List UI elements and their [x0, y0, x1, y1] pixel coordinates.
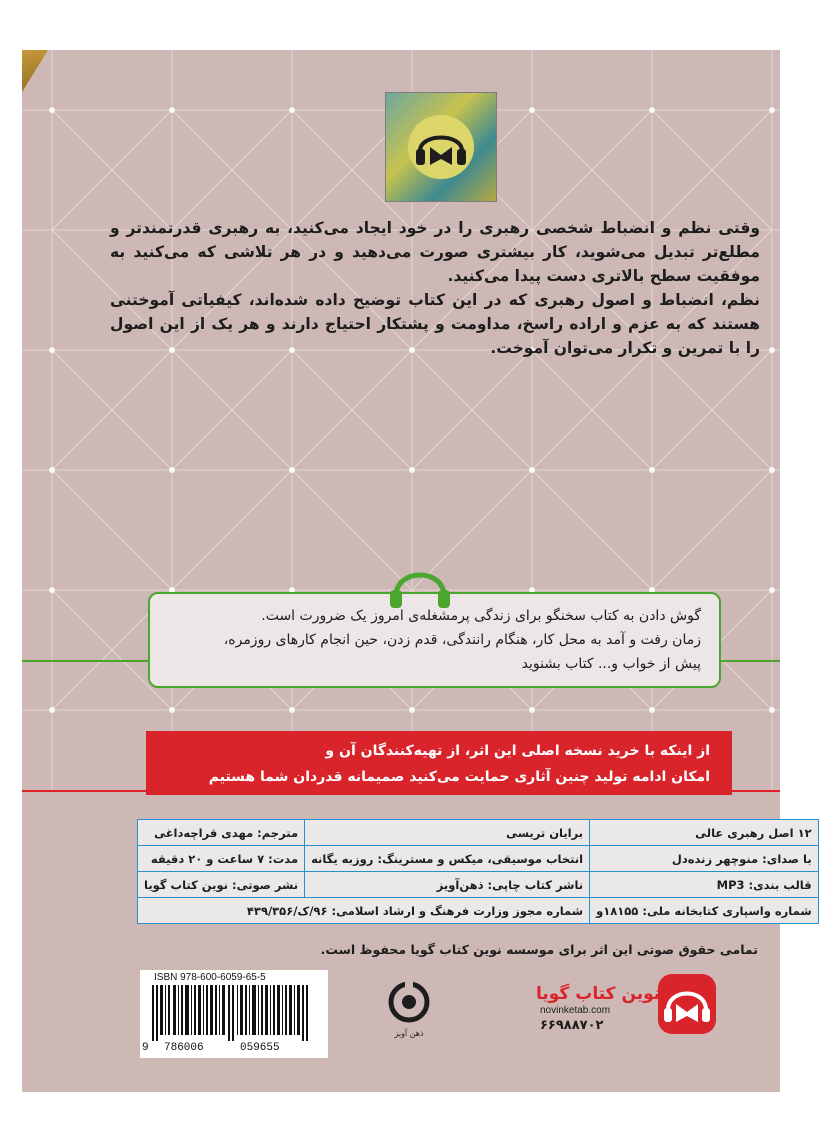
license-cell: شماره مجوز وزارت فرهنگ و ارشاد اسلامی: ۹۶/ک/۴۳۹/۳۵۶ [138, 898, 590, 924]
copyright-notice: تمامی حقوق صوتی این اثر برای موسسه نوین کتاب گویا محفوظ است. [320, 942, 758, 957]
brand-website: novinketab.com [540, 1005, 611, 1016]
isbn-number: ISBN 978-600-6059-65-5 [154, 972, 266, 983]
narrator-cell: با صدای: منوچهر زنده‌دل [590, 846, 819, 872]
barcode-icon [140, 970, 328, 1058]
table-row [138, 898, 819, 924]
publisher-logo-text: ذهن آویز [394, 1029, 424, 1038]
hologram-logo-icon [385, 92, 497, 202]
barcode-group-2: 059655 [240, 1042, 280, 1054]
description-paragraph-1: وقتی نظم و انضباط شخصی رهبری را در خود ایجاد می‌کنید، به رهبری قدرتمندتر و مطلع‌تر تبدیل می‌شوید، کار بیشتری صورت می‌دهید و در هر تلاشی که می‌کنید به موفقیت سطح بالاتری دست پیدا می‌کنید. [110, 219, 760, 285]
support-message-box [146, 731, 732, 795]
support-line-1: از اینکه با خرید نسخه اصلی این اثر، از تهیه‌کنندگان آن و [325, 743, 710, 759]
music-cell: انتخاب موسیقی، میکس و مسترینگ: روزبه یگانه [305, 846, 590, 872]
table-row [138, 872, 819, 898]
table-row [138, 820, 819, 846]
listen-line-3: پیش از خواب و... کتاب بشنوید [521, 656, 701, 672]
duration-cell: مدت: ۷ ساعت و ۲۰ دقیقه [138, 846, 305, 872]
table-row [138, 846, 819, 872]
print-publisher-cell: ناشر کتاب چاپی: ذهن‌آویز [305, 872, 590, 898]
support-line-2: امکان ادامه تولید چنین آثاری حمایت می‌کنید صمیمانه قدردان شما هستیم [208, 769, 710, 785]
headset-icon [388, 560, 452, 608]
format-cell: قالب بندی: MP3 [590, 872, 819, 898]
description-paragraph-2: نظم، انضباط و اصول رهبری که در این کتاب توضیح داده شده‌اند، کیفیاتی آموختنی هستند که به عزم و اراده راسخ، مداومت و پشتکار احتیاج دارند و هر یک از این اصول را با تمرین و تکرار می‌توان آموخت. [110, 291, 760, 357]
national-library-cell: شماره واسپاری کتابخانه ملی: ۱۸۱۵۵و [590, 898, 819, 924]
book-info-table [137, 819, 819, 924]
translator-cell: مترجم: مهدی قراچه‌داغی [138, 820, 305, 846]
audio-publisher-cell: نشر صوتی: نوین کتاب گویا [138, 872, 305, 898]
listen-line-2: زمان رفت و آمد به محل کار، هنگام رانندگی، قدم زدن، حین انجام کارهای روزمره، [223, 632, 701, 648]
publisher-logo-icon [387, 980, 431, 1042]
barcode-group-1: 786006 [164, 1042, 204, 1054]
brand-phone: ۶۶۹۸۸۷۰۲ [540, 1018, 604, 1033]
book-back-cover [22, 50, 812, 1092]
author-cell: برایان تریسی [305, 820, 590, 846]
listen-line-1: گوش دادن به کتاب سخنگو برای زندگی پرمشغله‌ی امروز یک ضرورت است. [261, 608, 701, 624]
brand-name: نوین کتاب گویا [536, 984, 661, 1004]
novin-logo-icon [656, 972, 718, 1036]
book-title-cell: ۱۲ اصل رهبری عالی [590, 820, 819, 846]
barcode-lead-digit: 9 [142, 1042, 149, 1054]
